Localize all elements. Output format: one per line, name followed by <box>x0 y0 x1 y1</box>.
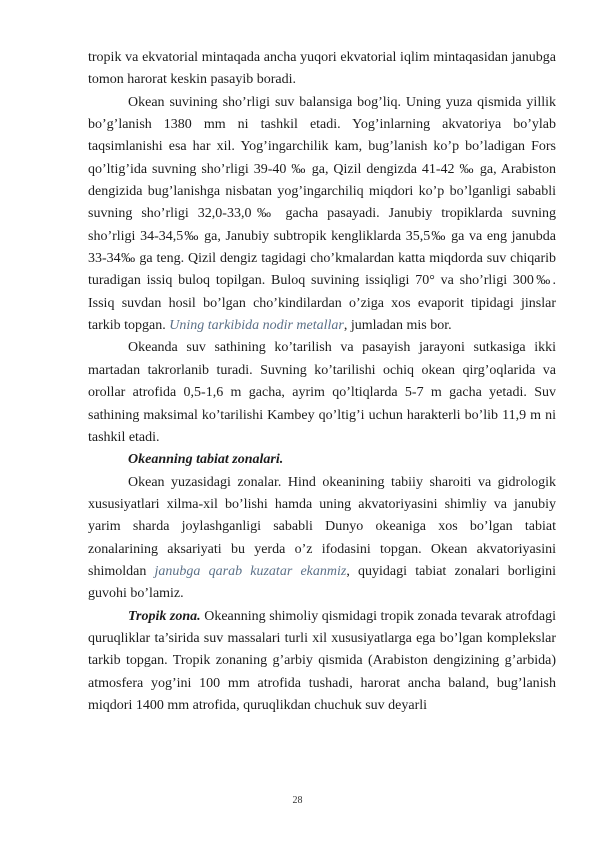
north-south-link[interactable]: janubga qarab kuzatar ekanmiz <box>154 563 347 579</box>
paragraph-continued: tropik va ekvatorial mintaqada ancha yuqori ekvatorial iqlim mintaqasidan janubga tomon harorat keskin pasayib boradi. <box>88 50 556 88</box>
page-number: 28 <box>292 795 303 806</box>
section-heading: Okeanning tabiat zonalari. <box>128 452 284 468</box>
salinity-tail: , jumladan mis bor. <box>343 318 452 334</box>
zones-tail: , quyidagi tabiat zonalari borligini guvohi bo’lamiz. <box>88 563 557 602</box>
paragraph-tropic-zone <box>88 606 556 718</box>
document-body <box>88 47 556 717</box>
paragraph-zones <box>88 472 556 606</box>
paragraph-tides: Okeanda suv sathining ko’tarilish va pasayish jarayoni sutkasiga ikki martadan takrorlanib turadi. Suvning ko’tarilishi ochiq okean qirg’oqlarida va orollar atrofida 0,5-1,6 m gacha, ayrim qo’ltiqlarda 5-7 m gacha yetadi. Suv sathining maksimal ko’tarilishi Kambey qo’ltig’i uchun harakterli bo’lib 11,9 m ni tashkil etadi. <box>88 340 556 445</box>
tropic-zone-heading: Tropik zona. <box>128 608 201 624</box>
rare-metals-link[interactable]: Uning tarkibida nodir metallar <box>169 318 344 334</box>
zones-text: Okean yuzasidagi zonalar. Hind okeanining tabiiy sharoiti va gidrologik xususiyatlari xilma-xil bo’lishi hamda uning akvatoriyasini shimliy va janubiy yarim sharda joylashganligi sababli Dunyo okeaniga xos bo’lgan tabiat zonalarining aksariyati bu yerda o’z ifodasini topgan. Okean akvatoriyasini shimoldan <box>88 474 556 579</box>
paragraph-salinity <box>88 92 556 338</box>
salinity-text: Okean suvining sho’rligi suv balansiga bog’liq. Uning yuza qismida yillik bo’g’lanish 1380 mm ni tashkil etadi. Yog’inlarning akvatoriya bo’ylab taqsimlanishi esa har xil. Yog’ingarchilik kam, bug’lanish ko’p bo’ladigan Fors qo’ltig’ida suvning sho’rligi 39-40 ‰ ga, Qizil dengizda 41-42 ‰ ga, Arabiston dengizida bug’lanishga nisbatan yog’ingarchiliq miqdori ko’p bo’lganligi sababli suvning sho’rligi 32,0-33,0‰ gacha pasayadi. Janubiy tropiklarda suvning sho’rligi 34-34,5‰ ga, Janubiy subtropik kengliklarda 35,5‰ ga va eng janubda 33-34‰ ga teng. Qizil dengiz tagidagi cho’kmalardan katta miqdorda suv chiqarib turadigan issiq buloq topilgan. Buloq suvining issiqligi 70° va sho’rligi 300‰. Issiq suvdan hosil bo’lgan cho’kindilardan o’ziga xos evaporit tipidagi jinslar tarkib topgan. <box>88 94 556 334</box>
tropic-zone-text: Okeanning shimoliy qismidagi tropik zonada tevarak atrofdagi quruqliklar ta’sirida suv massalari turli xil xususiyatlarga ega bo’lgan komplekslar tarkib topgan. Tropik zonaning g’arbiy qismida (Arabiston dengizining g’arbida) atmosfera yog’ini 100 mm atrofida tushadi, harorat ancha baland, bug’lanish miqdori 1400 mm atrofida, quruqlikdan chuchuk suv deyarli <box>88 608 557 713</box>
